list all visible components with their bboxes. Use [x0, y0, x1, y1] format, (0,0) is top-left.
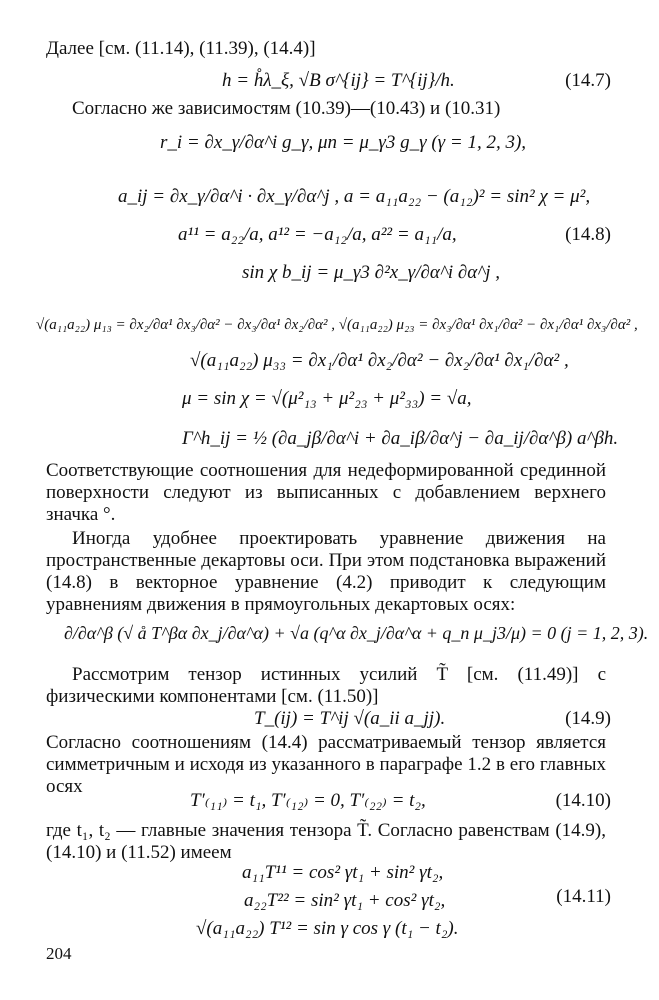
paragraph-2: Иногда удобнее проектировать уравнение движения на пространственные декартовы оси. При этом подстановка выражений (14.8) в векторное уравнение (4.2) приводит к следующим уравнениям движения в прямоугольных декартовых осях:	[46, 528, 606, 615]
equation-mu33: √(a₁₁a₂₂) μ₃₃ = ∂x₁/∂α¹ ∂x₂/∂α² − ∂x₂/∂α¹ ∂x₁/∂α² ,	[190, 350, 569, 371]
equation-14-11-a: a₁₁T¹¹ = cos² γt₁ + sin² γt₂,	[242, 862, 444, 883]
equation-14-9: T_(ij) = T^ij √(a_ii a_jj).	[254, 708, 446, 729]
equation-a-ij: a_ij = ∂x_γ/∂α^i · ∂x_γ/∂α^j , a = a₁₁a₂₂ − (a₁₂)² = sin² χ = μ²,	[118, 186, 591, 207]
paragraph-5: где t₁, t₂ — главные значения тензора T̃. Согласно равенствам (14.9), (14.10) и (11.52) имеем	[46, 820, 606, 863]
text-line-2: Согласно же зависимостям (10.39)—(10.43) и (10.31)	[72, 98, 501, 119]
equation-14-11-b: a₂₂T²² = sin² γt₁ + cos² γt₂,	[244, 890, 446, 911]
equation-14-10: T′₍₁₁₎ = t₁, T′₍₁₂₎ = 0, T′₍₂₂₎ = t₂,	[190, 790, 426, 811]
equation-number-14-7: (14.7)	[565, 70, 611, 91]
equation-number-14-11: (14.11)	[556, 886, 611, 907]
equation-number-14-9: (14.9)	[565, 708, 611, 729]
paragraph-3: Рассмотрим тензор истинных усилий T̃ [см. (11.49)] с физическими компонентами [см. (11.50)]	[46, 664, 606, 707]
equation-mu13-mu23: √(a₁₁a₂₂) μ₁₃ = ∂x₂/∂α¹ ∂x₃/∂α² − ∂x₃/∂α¹ ∂x₂/∂α² , √(a₁₁a₂₂) μ₂₃ = ∂x₃/∂α¹ ∂x₁/∂α² − ∂x₁/∂α¹ ∂x₃/∂α² ,	[36, 317, 638, 333]
equation-number-14-8: (14.8)	[565, 224, 611, 245]
equation-number-14-10: (14.10)	[555, 790, 611, 811]
equation-motion: ∂/∂α^β (√ å T^βα ∂x_j/∂α^α) + √a (q^α ∂x_j/∂α^α + q_n μ_j3/μ) = 0 (j = 1, 2, 3).	[64, 623, 649, 643]
equation-a-inverse: a¹¹ = a₂₂/a, a¹² = −a₁₂/a, a²² = a₁₁/a,	[178, 224, 457, 245]
equation-14-11-c: √(a₁₁a₂₂) T¹² = sin γ cos γ (t₁ − t₂).	[196, 918, 459, 939]
intro-line: Далее [см. (11.14), (11.39), (14.4)]	[46, 38, 316, 59]
equation-mu: μ = sin χ = √(μ²₁₃ + μ²₂₃ + μ²₃₃) = √a,	[182, 388, 472, 409]
equation-14-7: h = h̊λ_ξ, √B σ^{ij} = T^{ij}/h.	[222, 70, 455, 91]
equation-r-i: r_i = ∂x_γ/∂α^i g_γ, μn = μ_γ3 g_γ (γ = 1, 2, 3),	[160, 132, 527, 153]
equation-christoffel: Γ^h_ij = ½ (∂a_jβ/∂α^i + ∂a_iβ/∂α^j − ∂a_ij/∂α^β) a^βh.	[182, 428, 619, 449]
paragraph-4: Согласно соотношениям (14.4) рассматриваемый тензор является симметричным и исходя из указанного в параграфе 1.2 в его главных осях	[46, 732, 606, 797]
equation-b-ij: sin χ b_ij = μ_γ3 ∂²x_γ/∂α^i ∂α^j ,	[242, 262, 501, 283]
page-number: 204	[46, 944, 72, 963]
paragraph-1: Соответствующие соотношения для недеформированной срединной поверхности следуют из выписанных с добавлением верхнего значка °.	[46, 460, 606, 525]
